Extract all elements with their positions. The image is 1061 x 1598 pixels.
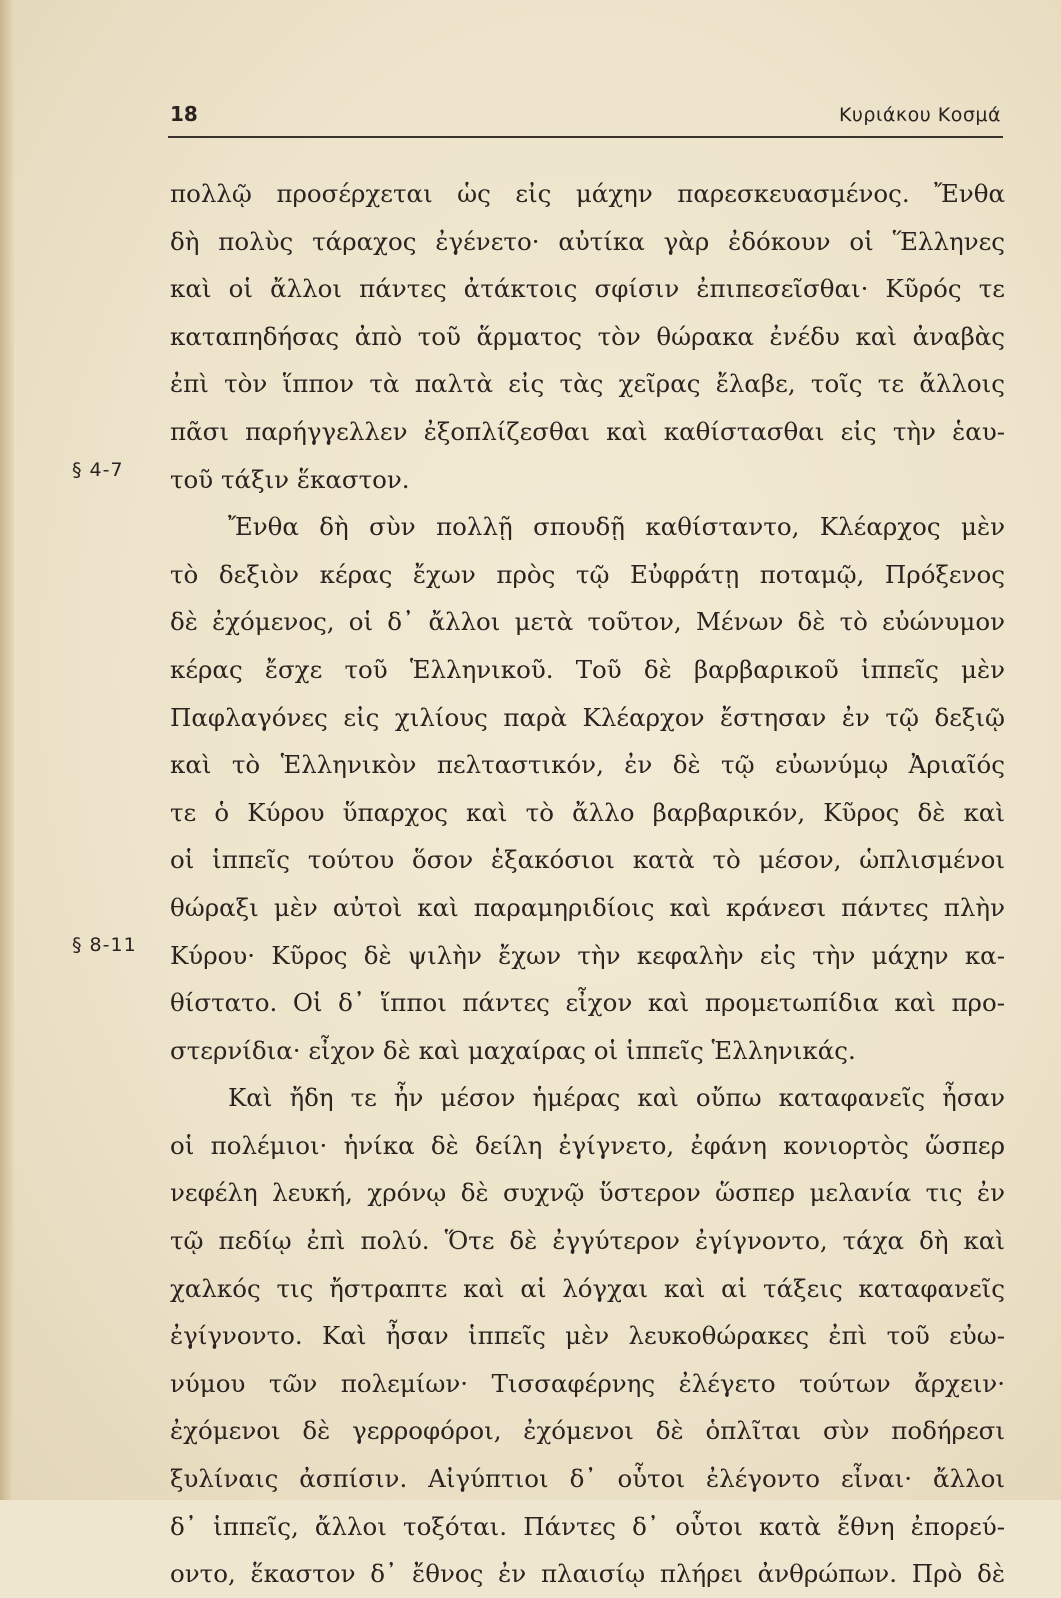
margin-note-section-4-7: § 4-7 (72, 459, 124, 481)
page-edge (0, 0, 14, 1500)
page-number: 18 (170, 102, 198, 126)
text-line: πᾶσι παρήγγελλεν ἐξοπλίζεσθαι καὶ καθίστασθαι εἰς τὴν ἑαυ- (170, 416, 1005, 446)
text-line: θίστατο. Οἱ δ᾽ ἵπποι πάντες εἶχον καὶ προμετωπίδια καὶ προ- (170, 988, 1005, 1018)
text-line: οἱ πολέμιοι· ἡνίκα δὲ δείλη ἐγίγνετο, ἐφάνη κονιορτὸς ὥσπερ (170, 1130, 1005, 1160)
text-line: Καὶ ἤδη τε ἦν μέσον ἡμέρας καὶ οὔπω καταφανεῖς ἦσαν (228, 1083, 1005, 1113)
running-head: Κυριάκου Κοσμά (838, 104, 1001, 126)
text-line: τῷ πεδίῳ ἐπὶ πολύ. Ὅτε δὲ ἐγγύτερον ἐγίγνοντο, τάχα δὴ καὶ (170, 1226, 1005, 1256)
text-line: καὶ οἱ ἄλλοι πάντες ἀτάκτοις σφίσιν ἐπιπεσεῖσθαι· Κῦρός τε (170, 274, 1005, 304)
text-line: δὴ πολὺς τάραχος ἐγένετο· αὐτίκα γὰρ ἐδόκουν οἱ Ἕλληνες (170, 226, 1005, 256)
text-line: νεφέλη λευκή, χρόνῳ δὲ συχνῷ ὕστερον ὥσπερ μελανία τις ἐν (170, 1178, 1005, 1208)
body-text (170, 170, 1005, 1598)
text-line: χαλκός τις ἤστραπτε καὶ αἱ λόγχαι καὶ αἱ τάξεις καταφανεῖς (170, 1273, 1005, 1303)
text-line: στερνίδια· εἶχον δὲ καὶ μαχαίρας οἱ ἱππεῖς Ἑλληνικάς. (170, 1035, 856, 1065)
text-line: τοῦ τάξιν ἕκαστον. (170, 464, 410, 494)
text-line: τε ὁ Κύρου ὕπαρχος καὶ τὸ ἄλλο βαρβαρικόν, Κῦρος δὲ καὶ (170, 797, 1005, 827)
margin-note-section-8-11: § 8-11 (72, 934, 137, 956)
text-line: ἐπὶ τὸν ἵππον τὰ παλτὰ εἰς τὰς χεῖρας ἔλαβε, τοῖς τε ἄλλοις (170, 369, 1005, 399)
text-line: οντο, ἕκαστον δ᾽ ἔθνος ἐν πλαισίῳ πλήρει ἀνθρώπων. Πρὸ δὲ (170, 1559, 1005, 1589)
page-header (168, 96, 1003, 138)
text-line: νύμου τῶν πολεμίων· Τισσαφέρνης ἐλέγετο τούτων ἄρχειν· (170, 1368, 1005, 1398)
text-line: πολλῷ προσέρχεται ὡς εἰς μάχην παρεσκευασμένος. Ἔνθα (170, 179, 1005, 208)
text-line: Ἔνθα δὴ σὺν πολλῇ σπουδῇ καθίσταντο, Κλέαρχος μὲν (228, 512, 1005, 542)
text-line: καὶ τὸ Ἑλληνικὸν πελταστικόν, ἐν δὲ τῷ εὐωνύμῳ Ἀριαῖός (170, 750, 1005, 780)
text-line: ἐγίγνοντο. Καὶ ἦσαν ἱππεῖς μὲν λευκοθώρακες ἐπὶ τοῦ εὐω- (170, 1321, 1005, 1351)
text-line: ἐχόμενοι δὲ γερροφόροι, ἐχόμενοι δὲ ὁπλῖται σὺν ποδήρεσι (170, 1416, 1005, 1446)
text-line: κέρας ἔσχε τοῦ Ἑλληνικοῦ. Τοῦ δὲ βαρβαρικοῦ ἱππεῖς μὲν (170, 654, 1005, 684)
text-line: δὲ ἐχόμενος, οἱ δ᾽ ἄλλοι μετὰ τοῦτον, Μένων δὲ τὸ εὐώνυμον (170, 607, 1005, 637)
text-line: τὸ δεξιὸν κέρας ἔχων πρὸς τῷ Εὐφράτῃ ποταμῷ, Πρόξενος (170, 559, 1005, 589)
text-line: οἱ ἱππεῖς τούτου ὅσον ἑξακόσιοι κατὰ τὸ μέσον, ὡπλισμένοι (170, 845, 1005, 875)
text-line: θώραξι μὲν αὐτοὶ καὶ παραμηριδίοις καὶ κράνεσι πάντες πλὴν (170, 892, 1005, 922)
text-line: Παφλαγόνες εἰς χιλίους παρὰ Κλέαρχον ἔστησαν ἐν τῷ δεξιῷ (170, 702, 1005, 732)
text-line: καταπηδήσας ἀπὸ τοῦ ἅρματος τὸν θώρακα ἐνέδυ καὶ ἀναβὰς (170, 321, 1005, 351)
text-line: δ᾽ ἱππεῖς, ἄλλοι τοξόται. Πάντες δ᾽ οὗτοι κατὰ ἔθνη ἐπορεύ- (170, 1511, 1005, 1541)
text-line: Κύρου· Κῦρος δὲ ψιλὴν ἔχων τὴν κεφαλὴν εἰς τὴν μάχην κα- (170, 940, 1005, 970)
text-line: ξυλίναις ἀσπίσιν. Αἰγύπτιοι δ᾽ οὗτοι ἐλέγοντο εἶναι· ἄλλοι (170, 1464, 1005, 1494)
